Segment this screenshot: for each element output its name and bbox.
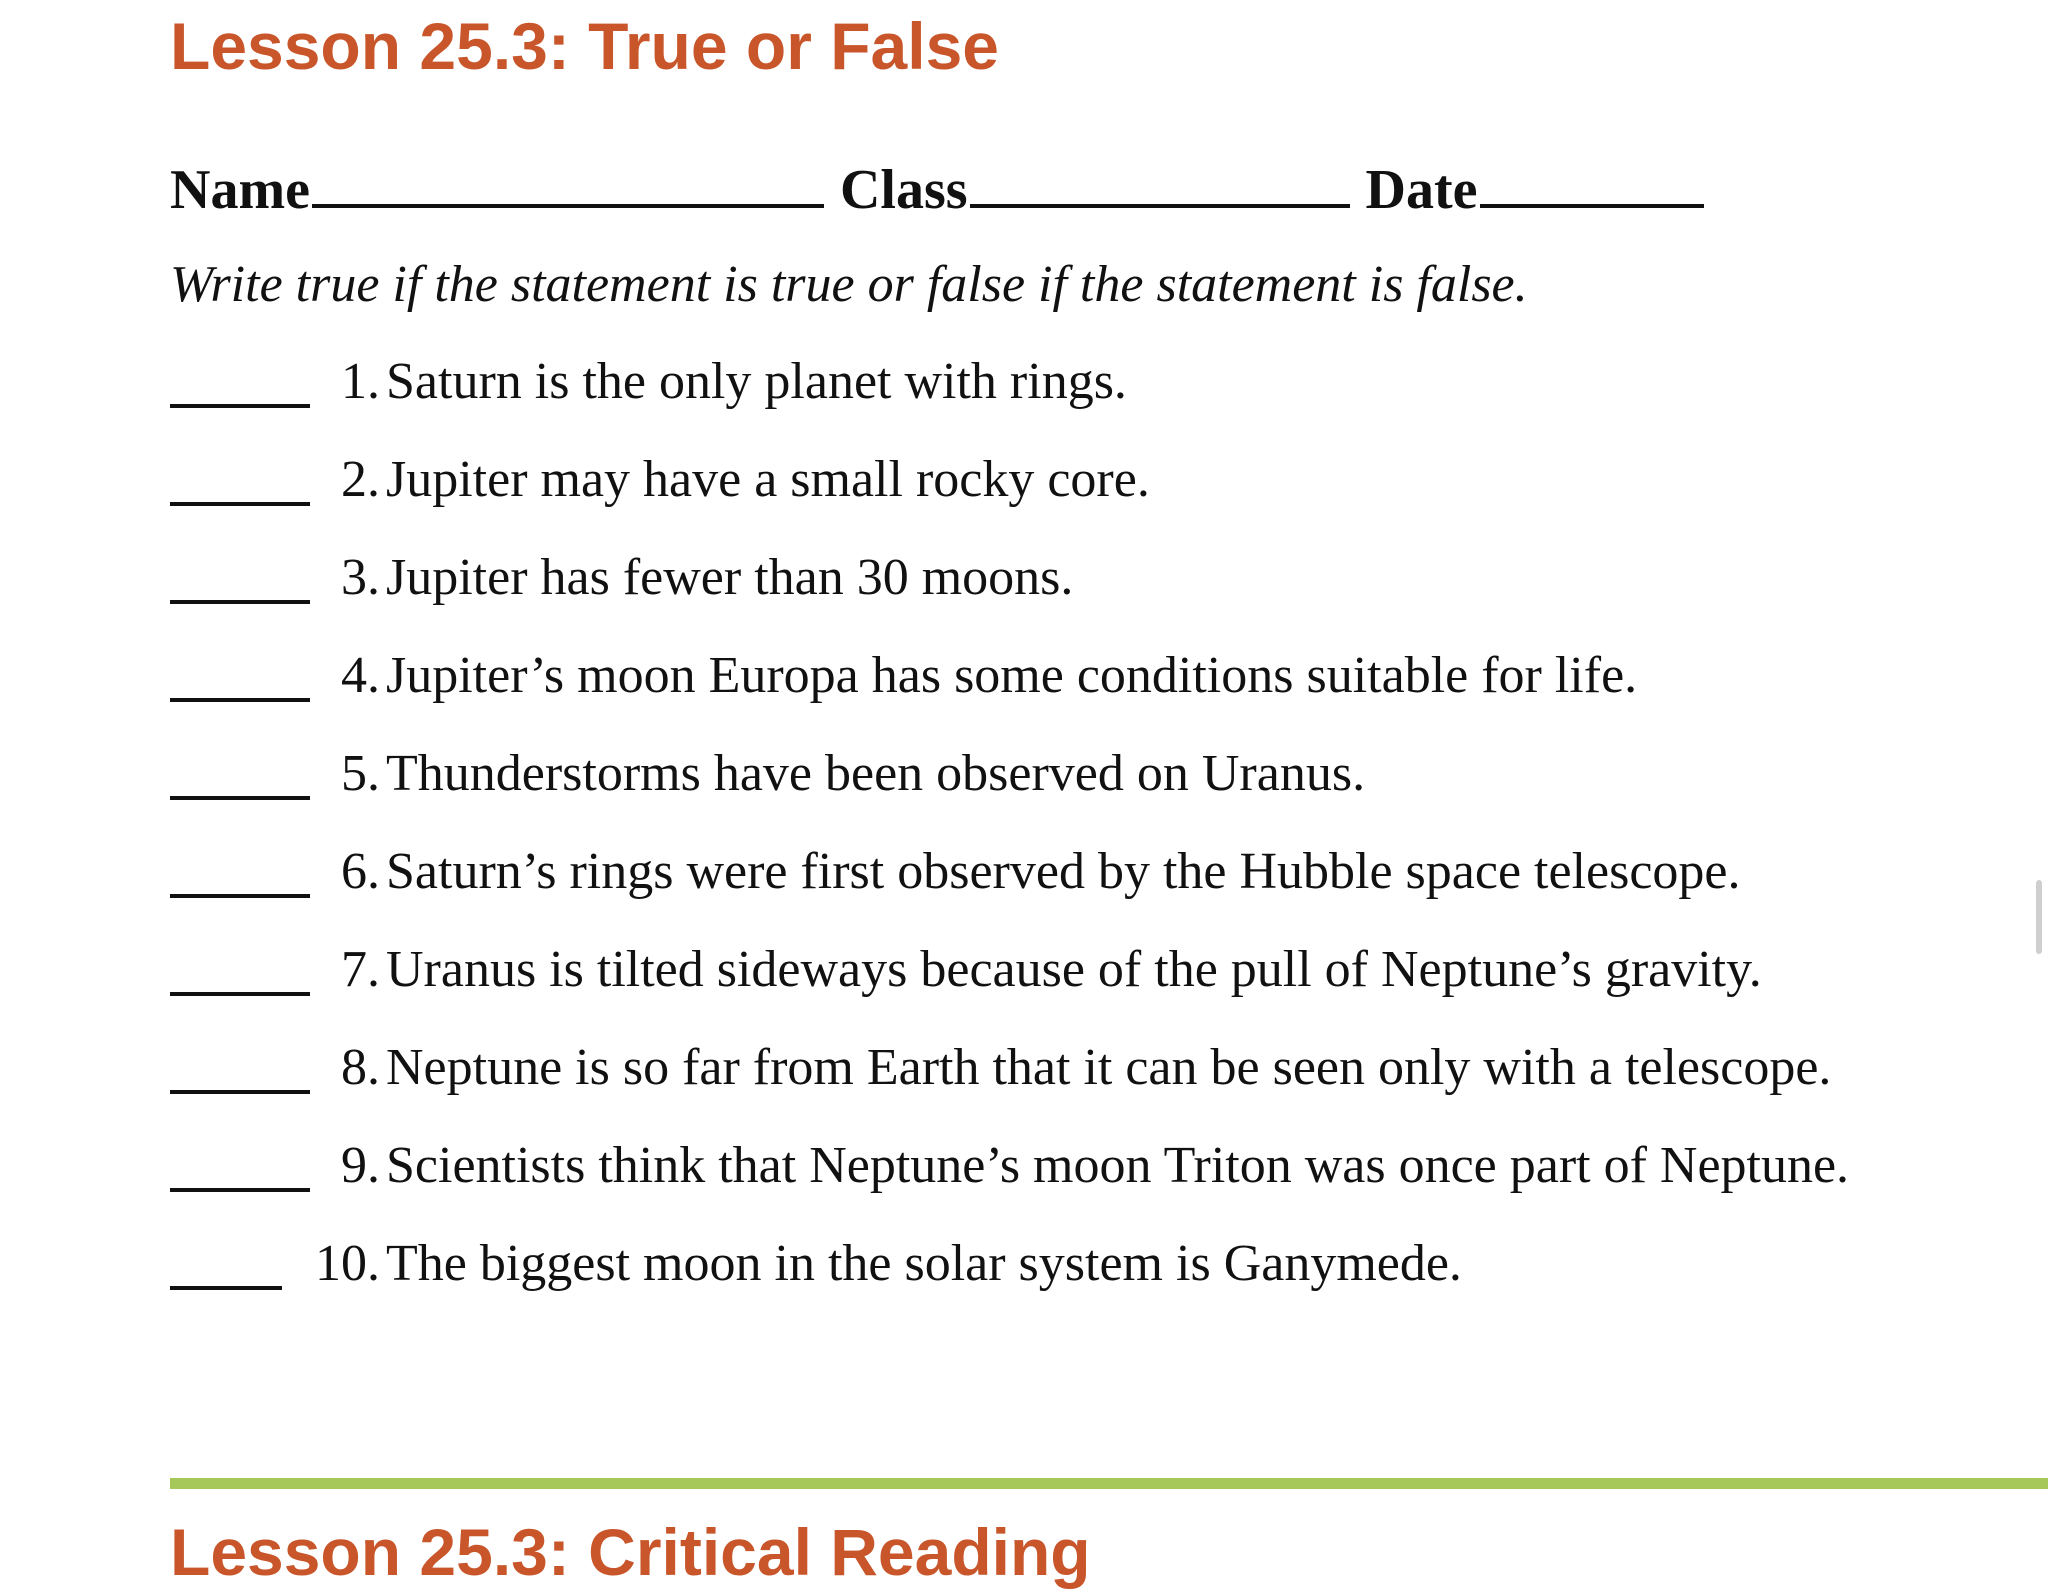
question-text: Scientists think that Neptune’s moon Triton was once part of Neptune. xyxy=(386,1137,1850,1194)
student-info-fields xyxy=(170,150,1704,220)
question-text: Jupiter’s moon Europa has some conditions suitable for life. xyxy=(386,647,1638,704)
name-field[interactable] xyxy=(170,150,824,225)
question-text: Uranus is tilted sideways because of the pull of Neptune’s gravity. xyxy=(386,941,1762,998)
question-number: 1. xyxy=(341,353,380,410)
question-text: Jupiter has fewer than 30 moons. xyxy=(386,549,1074,606)
scrollbar-thumb[interactable] xyxy=(2036,880,2042,954)
instructions: Write true if the statement is true or false if the statement is false. xyxy=(170,256,1528,313)
section-divider xyxy=(170,1478,2048,1489)
question-number: 10. xyxy=(315,1235,380,1292)
lesson-title: Lesson 25.3: True or False xyxy=(170,9,999,83)
date-field[interactable] xyxy=(1366,150,1704,225)
question-number: 9. xyxy=(341,1137,380,1194)
question-text: The biggest moon in the solar system is Ganymede. xyxy=(386,1235,1462,1292)
question-number: 6. xyxy=(341,843,380,900)
question-text: Jupiter may have a small rocky core. xyxy=(386,451,1150,508)
question-text: Saturn is the only planet with rings. xyxy=(386,353,1127,410)
date-blank[interactable] xyxy=(1480,150,1704,208)
class-field[interactable] xyxy=(840,150,1350,225)
question-number: 3. xyxy=(341,549,380,606)
question-number: 7. xyxy=(341,941,380,998)
question-text: Thunderstorms have been observed on Uranus. xyxy=(386,745,1366,802)
question-number: 2. xyxy=(341,451,380,508)
class-label: Class xyxy=(839,159,968,221)
question-number: 8. xyxy=(341,1039,380,1096)
date-label: Date xyxy=(1365,159,1478,221)
next-section-heading xyxy=(170,1510,1270,1589)
name-blank[interactable] xyxy=(312,150,824,208)
question-text: Neptune is so far from Earth that it can be seen only with a telescope. xyxy=(386,1039,1832,1096)
next-section-title: Lesson 25.3: Critical Reading xyxy=(170,1515,1091,1589)
question-text: Saturn’s rings were first observed by the Hubble space telescope. xyxy=(386,843,1741,900)
class-blank[interactable] xyxy=(970,150,1350,208)
question-number: 5. xyxy=(341,745,380,802)
question-number: 4. xyxy=(341,647,380,704)
name-label: Name xyxy=(170,159,310,221)
